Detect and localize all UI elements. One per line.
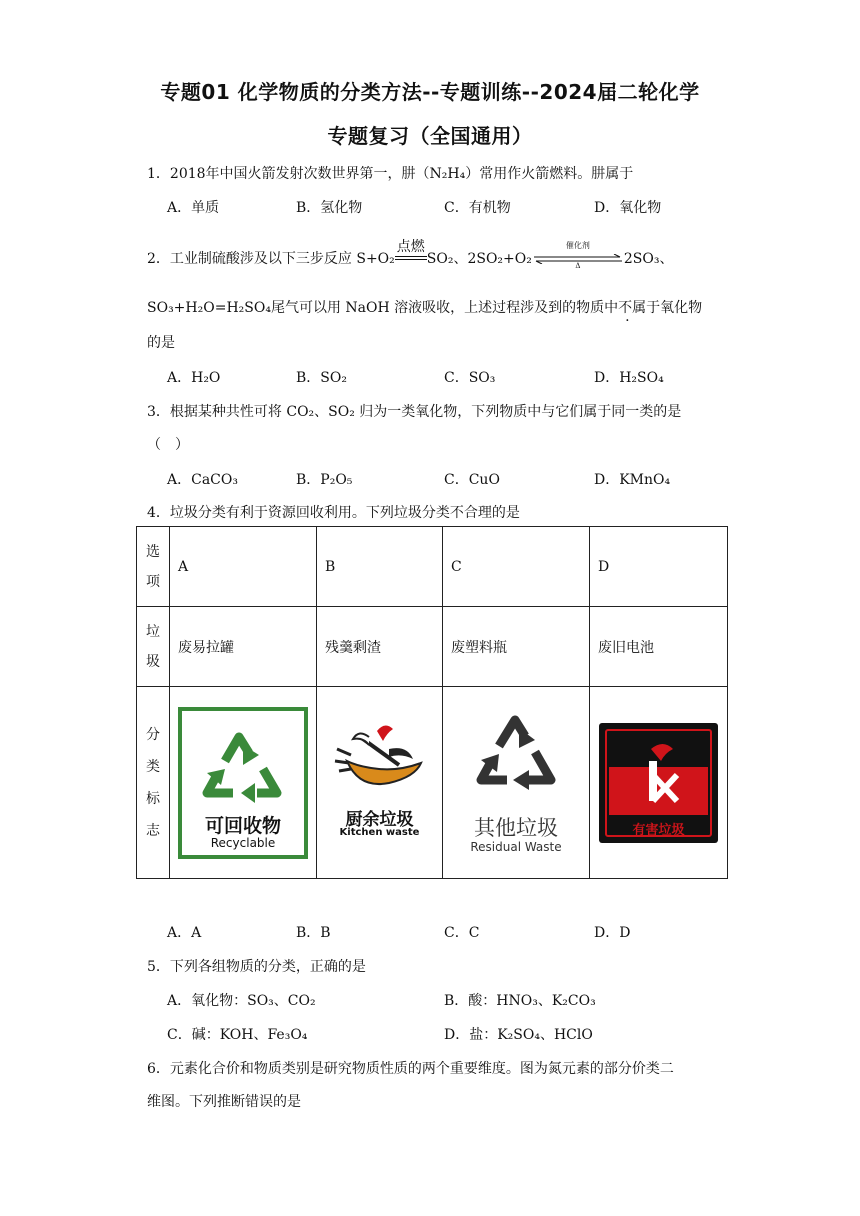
residual-waste-en: Residual Waste bbox=[470, 839, 562, 854]
q3-option-c: C．CuO bbox=[444, 472, 500, 488]
row-header-sign bbox=[137, 687, 170, 879]
q4-option-b: B．B bbox=[296, 925, 331, 941]
q2-stem-mid: SO₂、2SO₂+O₂ bbox=[426, 251, 532, 267]
q2-stem-pre: 2．工业制硫酸涉及以下三步反应 S+O₂ bbox=[147, 251, 395, 267]
cell-sign-b bbox=[317, 687, 443, 879]
q5-option-c: C．碱：KOH、Fe₃O₄ bbox=[167, 1027, 308, 1043]
kitchen-waste-cn: 厨余垃圾 bbox=[345, 809, 414, 830]
q3-option-b: B．P₂O₅ bbox=[296, 472, 353, 488]
row-header-option bbox=[137, 527, 170, 607]
row-header-garbage bbox=[137, 607, 170, 687]
q2-option-d: D．H₂SO₄ bbox=[594, 370, 664, 386]
kitchen-waste-sign bbox=[325, 719, 434, 847]
q2-emphasis-not: 不 bbox=[618, 300, 633, 316]
q5-option-b: B．酸：HNO₃、K₂CO₃ bbox=[444, 993, 596, 1009]
reversible-arrow bbox=[532, 241, 624, 270]
doc-title-line1: 专题01 化学物质的分类方法--专题训练--2024届二轮化学 bbox=[160, 80, 700, 104]
q1-option-b: B．氢化物 bbox=[296, 200, 363, 216]
q1-option-a: A．单质 bbox=[167, 200, 220, 216]
table-row bbox=[137, 527, 728, 607]
q2-option-c: C．SO₃ bbox=[444, 370, 496, 386]
recyclable-sign bbox=[178, 707, 308, 859]
q1-stem: 1．2018年中国火箭发射次数世界第一，肼（N₂H₄）常用作火箭燃料。肼属于 bbox=[147, 166, 634, 182]
q2-line2 bbox=[147, 297, 702, 317]
recyclable-en: Recyclable bbox=[210, 835, 276, 850]
row-header-text: 选项 bbox=[146, 543, 160, 590]
table-row bbox=[137, 687, 728, 879]
q3-paren: （ ） bbox=[147, 437, 189, 453]
q4-option-a: A．A bbox=[167, 925, 202, 941]
q3-stem: 3．根据某种共性可将 CO₂、SO₂ 归为一类氧化物，下列物质中与它们属于同一类的是 bbox=[147, 404, 682, 420]
table-row bbox=[137, 607, 728, 687]
doc-title-line2: 专题复习（全国通用） bbox=[327, 124, 533, 148]
q1-option-d: D．氧化物 bbox=[594, 200, 662, 216]
q2-stem bbox=[147, 239, 674, 270]
q2-option-b: B．SO₂ bbox=[296, 370, 347, 386]
recycle-icon bbox=[193, 725, 293, 807]
row-header-text: 分类标志 bbox=[146, 726, 160, 839]
cell-sign-d bbox=[590, 687, 728, 879]
ignite-arrow bbox=[395, 239, 427, 266]
q1-option-c: C．有机物 bbox=[444, 200, 511, 216]
q5-option-a: A．氧化物：SO₃、CO₂ bbox=[167, 993, 316, 1009]
q6-line1: 6．元素化合价和物质类别是研究物质性质的两个重要维度。图为氮元素的部分价类二 bbox=[147, 1061, 674, 1077]
cell-garbage-d: 废旧电池 bbox=[590, 607, 728, 687]
residual-waste-cn: 其他垃圾 bbox=[474, 815, 558, 840]
catalyst-label: 催化剂 bbox=[565, 241, 590, 250]
q2-line3: 的是 bbox=[147, 335, 175, 351]
q3-option-d: D．KMnO₄ bbox=[594, 472, 671, 488]
q6-line2: 维图。下列推断错误的是 bbox=[147, 1094, 301, 1110]
q5-option-d: D．盐：K₂SO₄、HClO bbox=[444, 1027, 593, 1043]
q4-option-d: D．D bbox=[594, 925, 631, 941]
q2-line2-a: SO₃+H₂O=H₂SO₄尾气可以用 NaOH 溶液吸收，上述过程涉及到的物质中 bbox=[147, 300, 619, 316]
cell-sign-a bbox=[170, 687, 317, 879]
heat-label: Δ bbox=[575, 262, 581, 270]
cell-garbage-c: 废塑料瓶 bbox=[443, 607, 590, 687]
q5-stem: 5．下列各组物质的分类，正确的是 bbox=[147, 959, 366, 975]
hazardous-waste-cn: 有害垃圾 bbox=[632, 822, 685, 838]
q2-option-a: A．H₂O bbox=[167, 370, 221, 386]
garbage-table bbox=[136, 526, 728, 879]
cell-option-c: C bbox=[443, 527, 590, 607]
cell-option-a: A bbox=[170, 527, 317, 607]
cell-option-d: D bbox=[590, 527, 728, 607]
kitchen-waste-en: Kitchen waste bbox=[339, 826, 420, 838]
battery-cross-icon bbox=[629, 741, 689, 811]
q2-stem-post: 2SO₃、 bbox=[623, 251, 674, 267]
residual-recycle-icon bbox=[471, 712, 561, 794]
q4-stem: 4．垃圾分类有利于资源回收利用。下列垃圾分类不合理的是 bbox=[147, 505, 520, 521]
hazardous-waste-sign bbox=[599, 723, 718, 843]
food-scraps-icon bbox=[329, 719, 429, 797]
cell-garbage-b: 残羹剩渣 bbox=[317, 607, 443, 687]
cell-garbage-a: 废易拉罐 bbox=[170, 607, 317, 687]
row-header-text: 垃圾 bbox=[146, 623, 160, 670]
q2-line2-c: 属于氧化物 bbox=[632, 300, 703, 316]
ignite-condition: 点燃 bbox=[396, 239, 425, 255]
cell-option-b: B bbox=[317, 527, 443, 607]
cell-sign-c bbox=[443, 687, 590, 879]
residual-waste-sign bbox=[451, 698, 581, 868]
q4-option-c: C．C bbox=[444, 925, 480, 941]
recyclable-cn: 可回收物 bbox=[204, 814, 281, 837]
q3-option-a: A．CaCO₃ bbox=[167, 472, 238, 488]
